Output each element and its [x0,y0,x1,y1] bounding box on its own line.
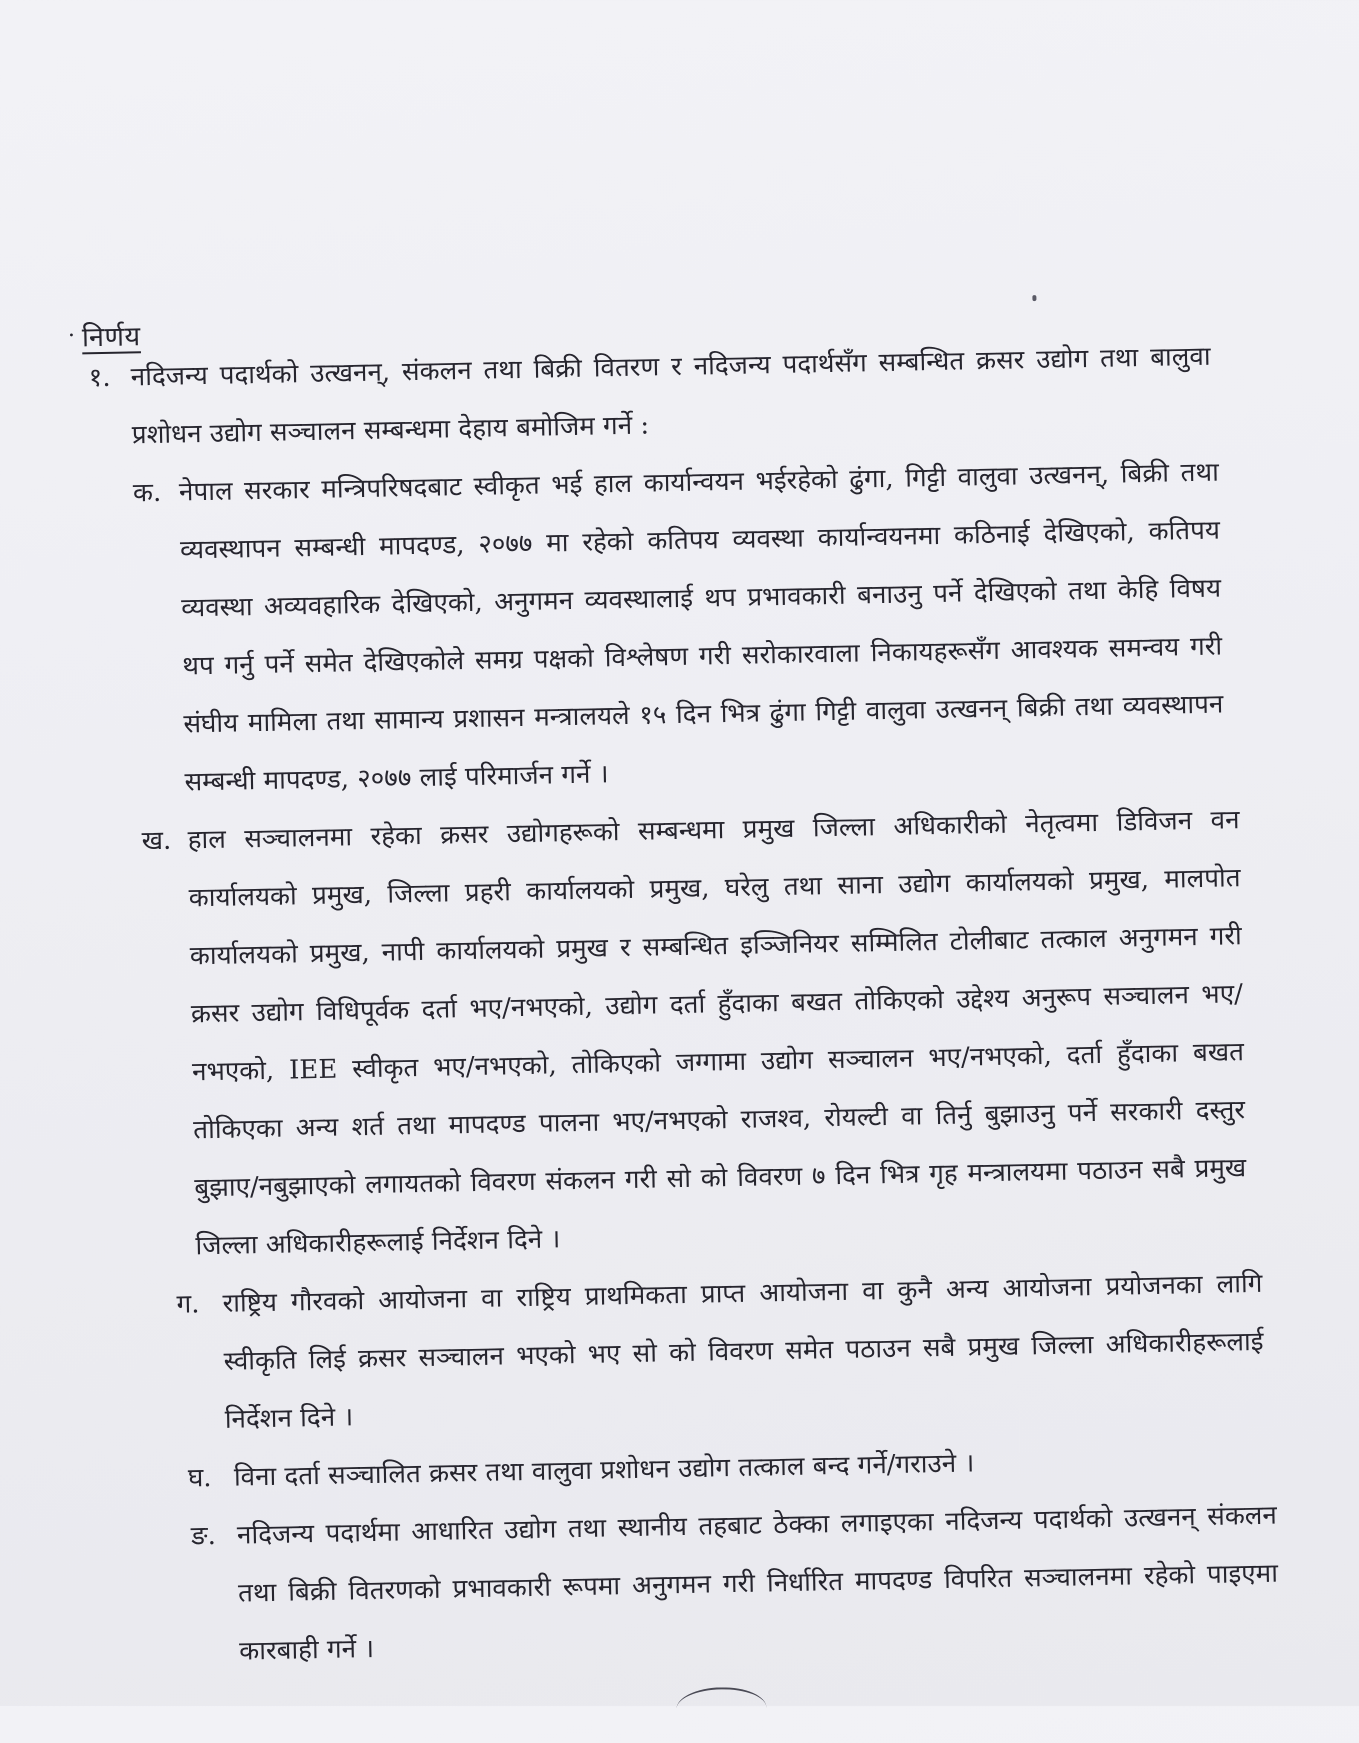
decision-heading: निर्णय [81,321,141,354]
item-1-number: १. [88,362,111,394]
ink-speck [1032,295,1036,301]
subitem-ka-label: क. [132,477,162,509]
subitem-kha-text: हाल सञ्चालनमा रहेका क्रसर उद्योगहरूको सम्बन्धमा प्रमुख जिल्ला अधिकारीको नेतृत्वमा डिविजन वन कार्यालयको प्रमुख, जिल्ला प्रहरी कार्यालयको प्रमुख, घरेलु तथा साना उद्योग कार्यालयको प्रमुख, मालपोत कार्यालयको प्रमुख, नापी कार्यालयको प्रमुख र सम्बन्धित इञ्जिनियर सम्मिलित टोलीबाट तत्काल अनुगमन गरी क्रसर उद्योग विधिपूर्वक दर्ता भए/नभएको, उद्योग दर्ता हुँदाका बखत तोकिएको उद्देश्य अनुरूप सञ्चालन भए/नभएको, IEE स्वीकृत भए/नभएको, तोकिएको जग्गामा उद्योग सञ्चालन भए/नभएको, दर्ता हुँदाका बखत तोकिएका अन्य शर्त तथा मापदण्ड पालना भए/नभएको राजश्व, रोयल्टी वा तिर्नु बुझाउनु पर्ने सरकारी दस्तुर बुझाए/नबुझाएको लगायतको विवरण संकलन गरी सो को विवरण ७ दिन भित्र गृह मन्त्रालयमा पठाउन सबै प्रमुख जिल्ला अधिकारीहरूलाई निर्देशन दिने । [187,805,1247,1262]
item-1-text-content: नदिजन्य पदार्थको उत्खनन्, संकलन तथा बिक्री वितरण र नदिजन्य पदार्थसँग सम्बन्धित क्रसर उद्योग तथा बालुवा प्रशोधन उद्योग सञ्चालन सम्बन्धमा देहाय बमोजिम गर्ने : [130,341,1211,451]
subitem-ga-label: ग. [176,1289,200,1320]
subitem-gha-text: विना दर्ता सञ्चालित क्रसर तथा वालुवा प्रशोधन उद्योग तत्काल बन्द गर्ने/गराउने । [233,1448,975,1493]
subitem-ka-text: नेपाल सरकार मन्त्रिपरिषदबाट स्वीकृत भई हाल कार्यान्वयन भईरहेको ढुंगा, गिट्टी वालुवा उत्खनन्, बिक्री तथा व्यवस्थापन सम्बन्धी मापदण्ड, २०७७ मा रहेको कतिपय व्यवस्था कार्यान्वयनमा कठिनाई देखिएको, कतिपय व्यवस्था अव्यवहारिक देखिएको, अनुगमन व्यवस्थालाई थप प्रभावकारी बनाउनु पर्ने देखिएको तथा केहि विषय थप गर्नु पर्ने समेत देखिएकोले समग्र पक्षको विश्लेषण गरी सरोकारवाला निकायहरूसँग आवश्यक समन्वय गरी संघीय मामिला तथा सामान्य प्रशासन मन्त्रालयले १५ दिन भित्र ढुंगा गिट्टी वालुवा उत्खनन् बिक्री तथा व्यवस्थापन सम्बन्धी मापदण्ड, २०७७ लाई परिमार्जन गर्ने । [178,457,1224,798]
subitem-nga-label: ङ. [190,1521,217,1552]
subitem-gha-label: घ. [187,1463,212,1494]
item-1-text [130,328,1212,465]
subitem-nga-text: नदिजन्य पदार्थमा आधारित उद्योग तथा स्थानीय तहबाट ठेक्का लगाइएका नदिजन्य पदार्थको उत्खनन् संकलन तथा बिक्री वितरणको प्रभावकारी रूपमा अनुगमन गरी निर्धारित मापदण्ड विपरित सञ्चालनमा रहेको पाइएमा कारबाही गर्ने । [236,1500,1279,1667]
stamp-edge [676,1686,767,1730]
subitem-ga-text: राष्ट्रिय गौरवको आयोजना वा राष्ट्रिय प्राथमिकता प्राप्त आयोजना वा कुनै अन्य आयोजना प्रयोजनका लागि स्वीकृति लिई क्रसर सञ्चालन भएको भए सो को विवरण समेत पठाउन सबै प्रमुख जिल्ला अधिकारीहरूलाई निर्देशन दिने । [222,1268,1264,1435]
subitem-kha-label: ख. [141,825,172,857]
heading-bullet: · [67,323,76,349]
